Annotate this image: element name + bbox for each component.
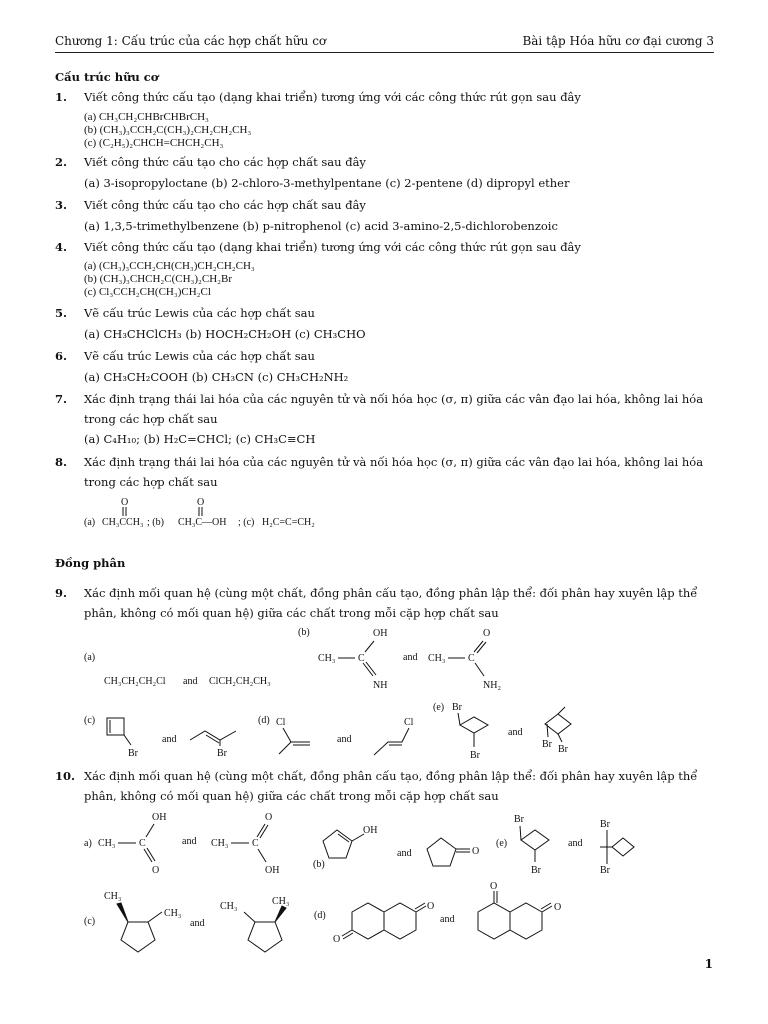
- q9-c-left-br: Br: [128, 748, 138, 759]
- question-number: 3.: [55, 198, 68, 212]
- bond-line: [148, 912, 162, 922]
- q10-d-left-ring-1: [352, 903, 384, 939]
- q9-label-d: (d): [258, 715, 270, 726]
- q10-pair-b: [313, 825, 479, 870]
- q7-items: (a) C₄H₁₀; (b) H₂C=CHCl; (c) CH₃C≡CH: [84, 432, 316, 446]
- q8-acetone-formula: CH₃CCH₃: [102, 517, 144, 528]
- q10-e-left-br-top: Br: [514, 814, 524, 825]
- q10-d-and: and: [440, 914, 455, 925]
- bond-line: [257, 824, 265, 837]
- q3-items: (a) 1,3,5-trimethylbenzene (b) p-nitrophenol (c) acid 3-amino-2,5-dichlorobenzoic: [84, 219, 558, 233]
- q9-e-right-cyclobutane: [545, 714, 571, 734]
- q10-d-right-ring-2: [510, 903, 542, 939]
- q1-formula-c: (c) (C₂H₅)₂CHCH=CHCH₂CH₃: [84, 137, 224, 149]
- question-text: Viết công thức cấu tạo cho các hợp chất sau đây: [84, 155, 366, 169]
- q9-b-left-oh: OH: [373, 628, 388, 639]
- q10-e-left-br-bottom: Br: [531, 865, 541, 876]
- q8-label-a: (a): [84, 517, 96, 528]
- q10-e-and: and: [568, 838, 583, 849]
- q9-e-and: and: [508, 727, 523, 738]
- question-text: Viết công thức cấu tạo cho các hợp chất sau đây: [84, 198, 366, 212]
- bond-line: [124, 735, 131, 745]
- header-chapter-title: Chương 1: Cấu trúc của các hợp chất hữu cơ: [55, 34, 327, 48]
- bond-line: [244, 912, 255, 922]
- q9-label-b: (b): [298, 627, 310, 638]
- q9-label-a: (a): [84, 652, 96, 663]
- q10-label-a: a): [84, 838, 92, 849]
- q9-a-left: CH₃CH₂CH₂Cl: [104, 676, 166, 687]
- q5-items: (a) CH₃CHClCH₃ (b) HOCH₂CH₂OH (c) CH₃CHO: [84, 327, 366, 341]
- q9-b-left-nh: NH: [373, 680, 388, 691]
- question-number: 1.: [55, 90, 68, 104]
- q10-b-cyclopentenol-ring: [323, 830, 352, 858]
- question-number: 7.: [55, 392, 68, 406]
- q9-pair-c: [84, 715, 236, 759]
- q9-e-left-br-bottom: Br: [470, 750, 480, 761]
- q2-items: (a) 3-isopropyloctane (b) 2-chloro-3-methylpentane (c) 2-pentene (d) dipropyl ether: [84, 176, 570, 190]
- q10-label-b: (b): [313, 859, 325, 870]
- q8-allene-formula: H₂C=C=CH₂: [262, 517, 315, 528]
- q10-a-left-oh: OH: [152, 812, 167, 823]
- question-text: Viết công thức cấu tạo (dạng khai triển) tương ứng với các công thức rút gọn sau đây: [84, 90, 581, 104]
- q9-b-left-c: C: [358, 653, 365, 664]
- q9-d-right-chain: [374, 728, 409, 755]
- q10-d-right-o-top: O: [490, 881, 498, 892]
- q9-e-left-br-top: Br: [452, 702, 462, 713]
- q9-label-e: (e): [433, 702, 445, 713]
- bond-line: [343, 933, 353, 939]
- question-number: 6.: [55, 349, 68, 363]
- q10-e-right-br-bottom: Br: [600, 865, 610, 876]
- section-heading-isomers: Đồng phân: [55, 556, 126, 570]
- question-text: Xác định mối quan hệ (cùng một chất, đồng phân cấu tạo, đồng phân lập thể: đối phân hay xuyên lập thể phân, không có mối quan hệ) giữa các chất trong mỗi cặp hợp chất sau: [84, 586, 698, 620]
- q10-a-right-ch3: CH₃: [211, 838, 229, 849]
- q9-c-and: and: [162, 734, 177, 745]
- q10-a-left-ch3: CH₃: [98, 838, 116, 849]
- q8-sep-c: ; (c): [238, 517, 255, 528]
- q10-label-e: (e): [496, 838, 508, 849]
- q9-d-left-chain: [283, 728, 310, 742]
- q9-b-left-ch3: CH₃: [318, 653, 336, 664]
- question-number: 8.: [55, 455, 68, 469]
- bond-line: [144, 849, 152, 862]
- q9-d-left-cl: Cl: [276, 717, 286, 728]
- question-text: Xác định mối quan hệ (cùng một chất, đồng phân cấu tạo, đồng phân lập thể: đối phân hay xuyên lập thể phân, không có mối quan hệ) giữa các chất trong mỗi cặp hợp chất sau: [84, 769, 698, 803]
- q8-structures: [84, 497, 315, 528]
- q10-pair-c: [84, 891, 289, 952]
- q9-e-right-br-1: Br: [542, 739, 552, 750]
- bond-line: [342, 930, 352, 936]
- section-heading-structure: Cấu trúc hữu cơ: [55, 70, 159, 84]
- q6-items: (a) CH₃CH₂COOH (b) CH₃CN (c) CH₃CH₂NH₂: [84, 370, 349, 384]
- q10-a-right-o: O: [265, 812, 273, 823]
- page-number: 1: [704, 957, 713, 971]
- q10-a-and: and: [182, 836, 197, 847]
- q9-b-right-nh2: NH₂: [483, 680, 501, 691]
- bond-line: [458, 713, 460, 725]
- bond-line: [416, 906, 426, 912]
- q4-formula-a: (a) (CH₃)₃CCH₂CH(CH₃)CH₂CH₂CH₃: [84, 260, 255, 272]
- q9-b-and: and: [403, 652, 418, 663]
- question-text: Vẽ cấu trúc Lewis của các hợp chất sau: [84, 349, 315, 363]
- q10-e-left-cyclobutane: [521, 830, 549, 850]
- q9-c-alkene: [190, 731, 236, 740]
- bond-line: [558, 707, 565, 714]
- q10-c-right-ch3-left: CH₃: [220, 901, 238, 912]
- q10-a-right-c: C: [252, 838, 259, 849]
- q9-pair-b: [298, 627, 501, 691]
- bond-line: [206, 735, 219, 743]
- bond-line: [475, 663, 484, 676]
- q10-c-left-cyclopentane: [121, 922, 155, 952]
- q8-sep-b: ; (b): [147, 517, 164, 528]
- question-number: 10.: [55, 769, 76, 783]
- q10-e-right-cyclobutane: [612, 838, 634, 856]
- q4-formula-c: (c) Cl₃CCH₂CH(CH₃)CH₂Cl: [84, 286, 211, 298]
- header-course-title: Bài tập Hóa hữu cơ đại cương 3: [522, 34, 714, 48]
- q10-a-left-c: C: [139, 838, 146, 849]
- bond-line: [147, 848, 155, 861]
- q9-c-right-br: Br: [217, 748, 227, 759]
- bond-line: [260, 825, 268, 838]
- q10-b-cyclopentanone-ring: [427, 838, 456, 866]
- q10-pair-a: [84, 812, 279, 876]
- q10-a-right-oh: OH: [265, 865, 280, 876]
- q9-b-right-ch3: CH₃: [428, 653, 446, 664]
- q9-pair-a: [84, 652, 271, 687]
- bond-line: [279, 742, 291, 754]
- q10-c-left-wedge: [117, 903, 128, 922]
- q10-b-o: O: [472, 846, 480, 857]
- bond-line: [146, 824, 154, 837]
- q10-pair-d: [314, 881, 561, 945]
- bond-line: [415, 903, 425, 909]
- question-text: Xác định trạng thái lai hóa của các nguyên tử và nối hóa học (σ, π) giữa các vân đạo lai hóa, không lai hóa trong các hợp chất sau: [84, 455, 704, 489]
- q10-d-left-ring-2: [384, 903, 416, 939]
- q10-label-d: (d): [314, 910, 326, 921]
- q10-c-right-ch3-top: CH₃: [272, 896, 290, 907]
- bond-line: [541, 903, 551, 909]
- q10-c-left-ch3-top: CH₃: [104, 891, 122, 902]
- q9-label-c: (c): [84, 715, 96, 726]
- q10-b-oh: OH: [363, 825, 378, 836]
- q10-c-right-cyclopentane: [248, 922, 282, 952]
- q9-a-and: and: [183, 676, 198, 687]
- q9-pair-d: [258, 715, 414, 755]
- q4-formula-b: (b) (CH₃)₃CHCH₂C(CH₃)₂CH₂Br: [84, 273, 232, 285]
- bond-line: [477, 642, 486, 653]
- q10-b-and: and: [397, 848, 412, 859]
- q10-d-right-o-right: O: [554, 902, 562, 913]
- q10-d-right-ring-1: [478, 903, 510, 939]
- q9-e-left-cyclobutane: [460, 717, 488, 733]
- q10-a-left-o: O: [152, 865, 160, 876]
- q10-c-right-wedge: [275, 906, 286, 922]
- q9-d-right-cl: Cl: [404, 717, 414, 728]
- q10-c-left-ch3-right: CH₃: [164, 908, 182, 919]
- q1-formula-b: (b) (CH₃)₃CCH₂C(CH₃)₂CH₂CH₂CH₃: [84, 124, 252, 136]
- q10-e-right-br-top: Br: [600, 819, 610, 830]
- bond-line: [520, 826, 521, 840]
- q9-b-right-c: C: [468, 653, 475, 664]
- question-text: Viết công thức cấu tạo (dạng khai triển) tương ứng với các công thức rút gọn sau đây: [84, 240, 581, 254]
- q10-pair-e: [496, 814, 634, 876]
- q9-pair-e: [433, 702, 571, 761]
- question-number: 4.: [55, 240, 68, 254]
- q1-formula-a: (a) CH₃CH₂CHBrCHBrCH₃: [84, 111, 209, 123]
- bond-line: [258, 849, 266, 862]
- q10-d-left-o-top: O: [427, 901, 435, 912]
- q8-acid-formula: CH₃C—OH: [178, 517, 227, 528]
- q10-d-left-o-bottom: O: [333, 934, 341, 945]
- q9-d-and: and: [337, 734, 352, 745]
- bond-line: [365, 641, 374, 652]
- q9-b-right-o: O: [483, 628, 491, 639]
- q9-a-right: ClCH₂CH₂CH₃: [209, 676, 271, 687]
- bond-line: [542, 906, 552, 912]
- q8-acid-oxygen: O: [197, 497, 205, 508]
- question-number: 9.: [55, 586, 68, 600]
- question-text: Vẽ cấu trúc Lewis của các hợp chất sau: [84, 306, 315, 320]
- q10-label-c: (c): [84, 916, 96, 927]
- q8-acetone-oxygen: O: [121, 497, 129, 508]
- question-number: 2.: [55, 155, 68, 169]
- bond-line: [558, 734, 562, 742]
- bond-line: [474, 641, 483, 652]
- q10-c-and: and: [190, 918, 205, 929]
- q9-e-right-br-2: Br: [558, 744, 568, 755]
- question-text: Xác định trạng thái lai hóa của các nguyên tử và nối hóa học (σ, π) giữa các vân đạo lai hóa, không lai hóa trong các hợp chất sau: [84, 392, 704, 426]
- question-number: 5.: [55, 306, 68, 320]
